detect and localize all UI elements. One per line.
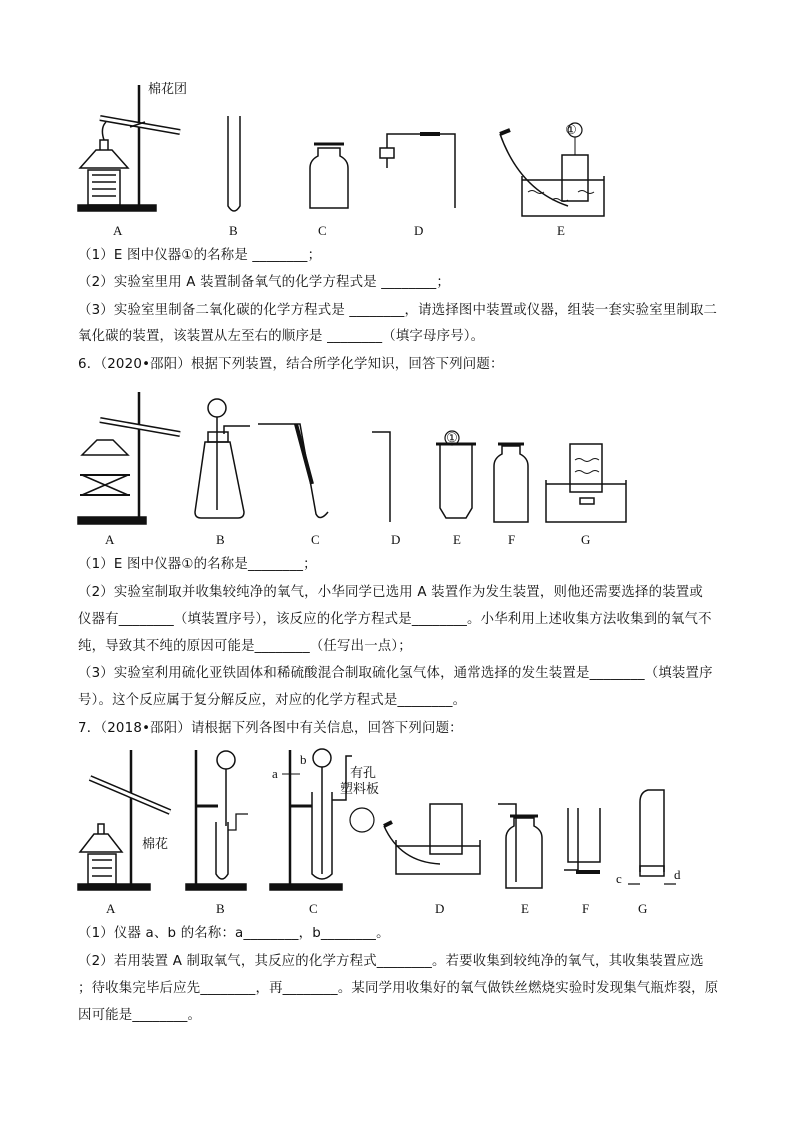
label-g: G	[638, 901, 648, 916]
label-c: C	[309, 901, 318, 916]
apparatus-f-icon	[494, 444, 528, 522]
q6-line-4: 纯，导致其不纯的原因可能是________（任写出一点）；	[78, 639, 412, 654]
apparatus-b-icon	[228, 116, 240, 211]
annotation-perforated-plate-line-1: 有孔	[350, 766, 377, 781]
q6-line-2: （2）实验室制取并收集较纯净的氧气，小华同学已选用 A 装置作为发生装置，则他还需要选择的装置或	[78, 585, 703, 600]
q5-line-3: （3）实验室里制备二氧化碳的化学方程式是 ________，请选择图中装置或仪器，组装一套实验室里制取二	[78, 303, 718, 318]
label-a: A	[113, 223, 123, 238]
label-e: E	[521, 901, 529, 916]
apparatus-e-icon	[498, 804, 542, 888]
annotation-cotton-ball: 棉花团	[148, 82, 188, 97]
label-a: A	[106, 901, 116, 916]
label-g: G	[581, 532, 591, 547]
apparatus-d-icon	[380, 134, 455, 208]
q7-line-3: ；待收集完毕后应先________，再________。某同学用收集好的氧气做铁丝燃烧实验时发现集气瓶炸裂，原	[78, 981, 719, 996]
figure-q6-apparatus	[0, 380, 794, 550]
label-d: D	[435, 901, 445, 916]
label-d: D	[391, 532, 401, 547]
apparatus-g-icon	[628, 790, 676, 884]
annotation-perforated-plate-line-2: 塑料板	[340, 782, 380, 797]
circled-one-label: ①	[446, 430, 458, 445]
label-c: C	[311, 532, 320, 547]
label-c-port: c	[616, 871, 622, 886]
label-f: F	[582, 901, 590, 916]
apparatus-g-icon	[546, 444, 626, 522]
figure-q5-apparatus	[0, 0, 794, 245]
apparatus-a-icon	[78, 85, 180, 211]
q5-line-2: （2）实验室里用 A 装置制备氧气的化学方程式是 ________；	[78, 275, 451, 290]
q7-intro: 7．（2018•邵阳）请根据下列各图中有关信息，回答下列问题：	[78, 721, 463, 736]
label-f: F	[508, 532, 516, 547]
apparatus-c-icon	[310, 144, 348, 208]
apparatus-a-icon	[78, 750, 170, 890]
label-d-port: d	[674, 867, 681, 882]
q7-line-2: （2）若用装置 A 制取氧气，其反应的化学方程式________。若要收集到较纯净的氧气，其收集装置应选	[78, 954, 704, 969]
apparatus-f-icon	[564, 808, 600, 872]
q7-line-1: （1）仪器 a、b 的名称：a________，b________。	[78, 926, 390, 941]
q6-line-1: （1）E 图中仪器①的名称是________；	[78, 557, 317, 572]
label-a: A	[105, 532, 115, 547]
label-a-instrument: a	[272, 766, 278, 781]
apparatus-b-icon	[195, 399, 250, 518]
apparatus-d-icon	[384, 804, 480, 874]
label-b-instrument: b	[300, 752, 307, 767]
annotation-cotton: 棉花	[142, 837, 169, 852]
q6-intro: 6．（2020•邵阳）根据下列装置，结合所学化学知识，回答下列问题：	[78, 357, 504, 372]
label-d: D	[414, 223, 424, 238]
label-c: C	[318, 223, 327, 238]
label-e: E	[453, 532, 461, 547]
circled-one-label: ①	[565, 122, 577, 137]
q5-line-1: （1）E 图中仪器①的名称是 ________；	[78, 248, 322, 263]
apparatus-b-icon	[186, 750, 248, 890]
label-b: B	[216, 532, 225, 547]
q6-line-5: （3）实验室利用硫化亚铁固体和稀硫酸混合制取硫化氢气体，通常选择的发生装置是________（填装置序	[78, 666, 713, 681]
apparatus-c-icon	[258, 424, 328, 518]
apparatus-e-icon	[500, 123, 604, 216]
label-b: B	[229, 223, 238, 238]
q7-line-4: 因可能是________。	[78, 1008, 202, 1023]
label-b: B	[216, 901, 225, 916]
q6-line-3: 仪器有________（填装置序号），该反应的化学方程式是________。小华利用上述收集方法收集到的氧气不	[78, 612, 712, 627]
apparatus-a-icon	[78, 392, 180, 524]
apparatus-d-icon	[372, 432, 390, 522]
q6-line-6: 号）。这个反应属于复分解反应，对应的化学方程式是________。	[78, 693, 467, 708]
label-e: E	[557, 223, 565, 238]
q5-line-4: 氧化碳的装置，该装置从左至右的顺序是 ________（填字母序号）。	[78, 329, 485, 344]
figure-q7-apparatus	[0, 742, 794, 922]
